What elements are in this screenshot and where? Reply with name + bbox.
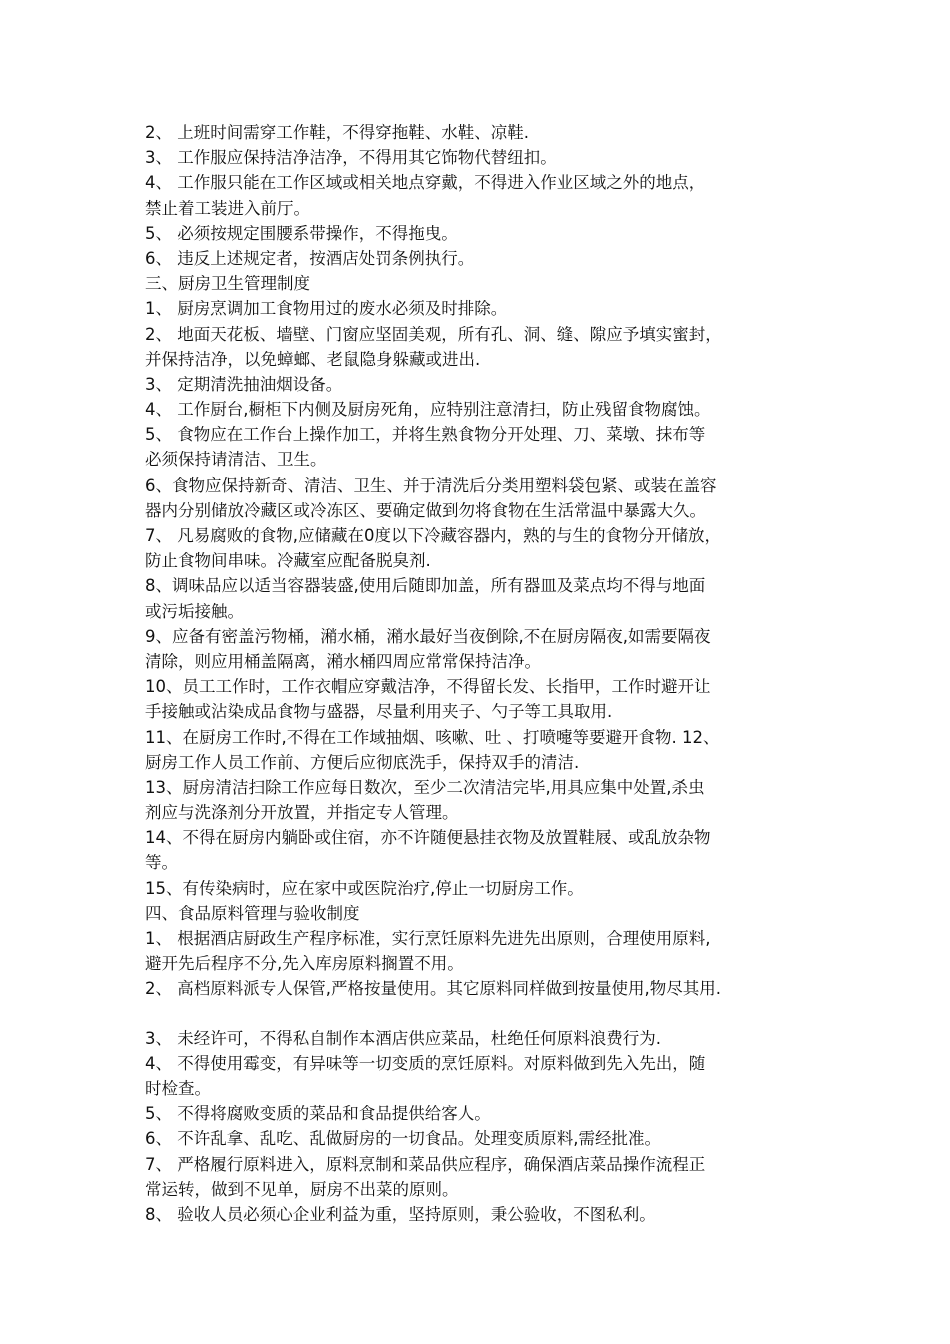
document-page [145,120,810,1227]
text-line: 厨房工作人员工作前、方便后应彻底洗手，保持双手的清洁. [145,752,580,772]
blank-line [145,1002,810,1026]
text-line: 8、 验收人员必须心企业利益为重，坚持原则，秉公验收，不图私利。 [145,1204,656,1224]
text-line: 禁止着工装进入前厅。 [145,198,310,218]
text-line: 时检查。 [145,1078,211,1098]
text-line: 2、 上班时间需穿工作鞋，不得穿拖鞋、水鞋、凉鞋. [145,123,529,142]
text-line: 2、 高档原料派专人保管,严格按量使用。其它原料同样做到按量使用,物尽其用. [145,979,721,999]
text-line: 清除，则应用桶盖隔离，潲水桶四周应常常保持洁净。 [145,651,541,671]
text-line: 5、 不得将腐败变质的菜品和食品提供给客人。 [145,1104,491,1124]
text-line: 并保持洁净，以免蟑螂、老鼠隐身躲藏或进出. [145,349,481,369]
text-line: 必须保持请清洁、卫生。 [145,450,327,470]
text-line: 6、食物应保持新奇、清洁、卫生、并于清洗后分类用塑料袋包紧、或装在盖容 [145,475,717,495]
text-line: 手接触或沾染成品食物与盛器，尽量利用夹子、勺子等工具取用. [145,702,613,722]
text-line: 10、员工工作时，工作衣帽应穿戴洁净，不得留长发、长指甲，工作时避开让 [145,677,711,697]
text-line: 或污垢接触。 [145,601,244,621]
text-line: 6、 不许乱拿、乱吃、乱做厨房的一切食品。处理变质原料,需经批准。 [145,1129,661,1149]
text-line: 6、 违反上述规定者，按酒店处罚条例执行。 [145,248,475,268]
text-line: 4、 工作服只能在工作区域或相关地点穿戴，不得进入作业区域之外的地点， [145,173,706,193]
text-line: 避开先后程序不分,先入库房原料搁置不用。 [145,954,464,974]
text-line: 8、调味品应以适当容器装盛,使用后随即加盖，所有器皿及菜点均不得与地面 [145,576,706,596]
text-line: 7、 凡易腐败的食物,应储藏在0度以下冷藏容器内，熟的与生的食物分开储放， [145,526,721,545]
text-line: 等。 [145,853,178,873]
text-line: 三、厨房卫生管理制度 [145,274,310,294]
text-line: 5、 食物应在工作台上操作加工，并将生熟食物分开处理、刀、菜墩、抹布等 [145,425,706,445]
text-line: 4、 工作厨台,橱柜下内侧及厨房死角，应特别注意清扫，防止残留食物腐蚀。 [145,400,711,420]
text-line: 4、 不得使用霉变，有异味等一切变质的烹饪原料。对原料做到先入先出，随 [145,1053,706,1073]
text-line: 5、 必须按规定围腰系带操作，不得拖曳。 [145,223,458,243]
text-line: 3、 工作服应保持洁净洁净，不得用其它饰物代替纽扣。 [145,148,557,168]
text-line: 剂应与洗涤剂分开放置，并指定专人管理。 [145,803,459,823]
text-line: 11、在厨房工作时,不得在工作域抽烟、咳嗽、吐 、打喷嚏等要避开食物. 12、 [145,727,720,747]
text-line: 3、 定期清洗抽油烟设备。 [145,374,343,394]
text-line: 13、厨房清洁扫除工作应每日数次，至少二次清洁完毕,用具应集中处置,杀虫 [145,777,705,797]
text-line: 器内分别储放冷藏区或冷冻区、要确定做到勿将食物在生活常温中暴露大久。 [145,500,706,520]
text-line: 14、不得在厨房内躺卧或住宿，亦不许随便悬挂衣物及放置鞋屐、或乱放杂物 [145,828,711,848]
text-line: 3、 未经许可，不得私自制作本酒店供应菜品，杜绝任何原料浪费行为. [145,1028,661,1048]
text-line: 2、 地面天花板、墙壁、门窗应坚固美观，所有孔、洞、缝、隙应予填实蜜封， [145,324,722,344]
text-line: 防止食物间串味。冷藏室应配备脱臭剂. [145,551,431,571]
text-line: 1、 厨房烹调加工食物用过的废水必须及时排除。 [145,299,508,319]
text-line: 15、有传染病时，应在家中或医院治疗,停止一切厨房工作。 [145,878,584,898]
text-line: 7、 严格履行原料进入，原料烹制和菜品供应程序，确保酒店菜品操作流程正 [145,1154,706,1174]
text-line: 1、 根据酒店厨政生产程序标准，实行烹饪原料先进先出原则，合理使用原料, [145,929,711,948]
text-line: 常运转，做到不见单，厨房不出菜的原则。 [145,1179,459,1199]
text-line: 四、食品原料管理与验收制度 [145,903,360,923]
text-line: 9、应备有密盖污物桶，潲水桶，潲水最好当夜倒除,不在厨房隔夜,如需要隔夜 [145,626,711,646]
